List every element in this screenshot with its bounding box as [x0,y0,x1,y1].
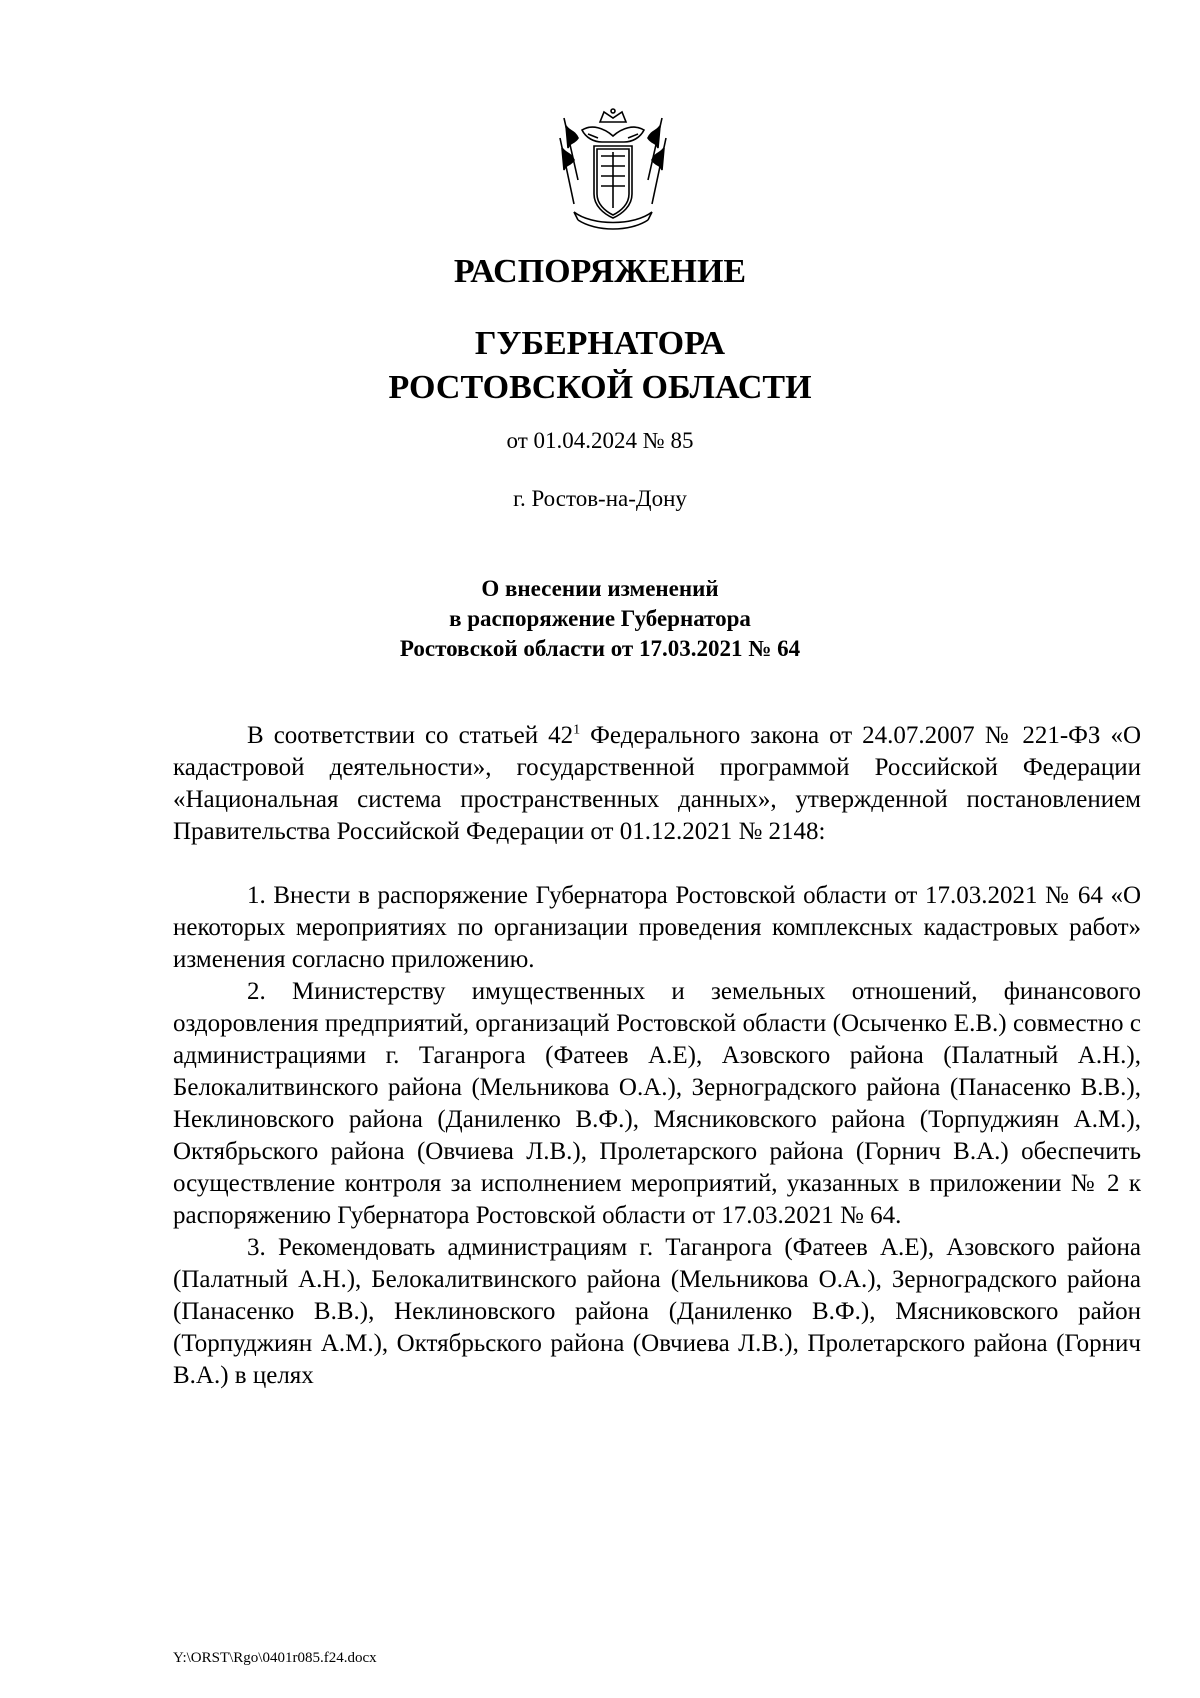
file-path-footer: Y:\ORST\Rgo\0401r085.f24.docx [173,1650,377,1666]
preamble-text-end: Федерального закона от 24.07.2007 № 221-ФЗ «О кадастровой деятельности», государственной программой Российской Федерации «Национальная система пространственных данных», утвержденной постановлением Правительства Российской Федерации от 01.12.2021 № 2148: [173,722,1141,845]
item-2-paragraph: 2. Министерству имущественных и земельных отношений, финансового оздоровления предприятий, организаций Ростовской области (Осыченко Е.В.) совместно с администрациями г. Таганрога (Фатеев А.Е), Азовского района (Палатный А.Н.), Белокалитвинского района (Мельникова О.А.), Зерноградского района (Панасенко В.В.), Неклиновского района (Даниленко В.Ф.), Мясниковского района (Торпуджиян А.М.), Октябрьского района (Овчиева Л.В.), Пролетарского района (Горнич В.А.) обеспечить осуществление контроля за исполнением мероприятий, указанных в приложении № 2 к распоряжению Губернатора Ростовской области от 17.03.2021 № 64. [173,978,1141,1229]
document-subject [0,574,1200,664]
preamble-text-start: В соответствии со статьей 42 [247,722,574,749]
article-superscript: 1 [573,722,581,738]
document-body [173,720,1141,1392]
subject-line1: О внесении изменений [481,576,719,601]
authority-heading-line2: РОСТОВСКОЙ ОБЛАСТИ [388,369,812,406]
subject-line3: Ростовской области от 17.03.2021 № 64 [399,636,801,661]
document-type-heading: РАСПОРЯЖЕНИЕ [453,253,747,290]
coat-of-arms-icon [552,108,674,234]
item-3-paragraph: 3. Рекомендовать администрациям г. Таганрога (Фатеев А.Е), Азовского района (Палатный А.Н.), Белокалитвинского района (Мельникова О.А.), Зерноградского района (Панасенко В.В.), Неклиновского района (Даниленко В.Ф.), Мясниковского район (Торпуджиян А.М.), Октябрьского района (Овчиева Л.В.), Пролетарского района (Горнич В.А.) в целях [173,1234,1141,1389]
authority-heading-line1: ГУБЕРНАТОРА [474,325,726,362]
document-city: г. Ростов-на-Дону [513,486,687,511]
item-1-paragraph: 1. Внести в распоряжение Губернатора Ростовской области от 17.03.2021 № 64 «О некоторых мероприятиях по организации проведения комплексных кадастровых работ» изменения согласно приложению. [173,882,1141,973]
preamble-paragraph [173,720,1141,848]
subject-line2: в распоряжение Губернатора [449,606,751,631]
document-date-number: от 01.04.2024 № 85 [506,428,694,453]
